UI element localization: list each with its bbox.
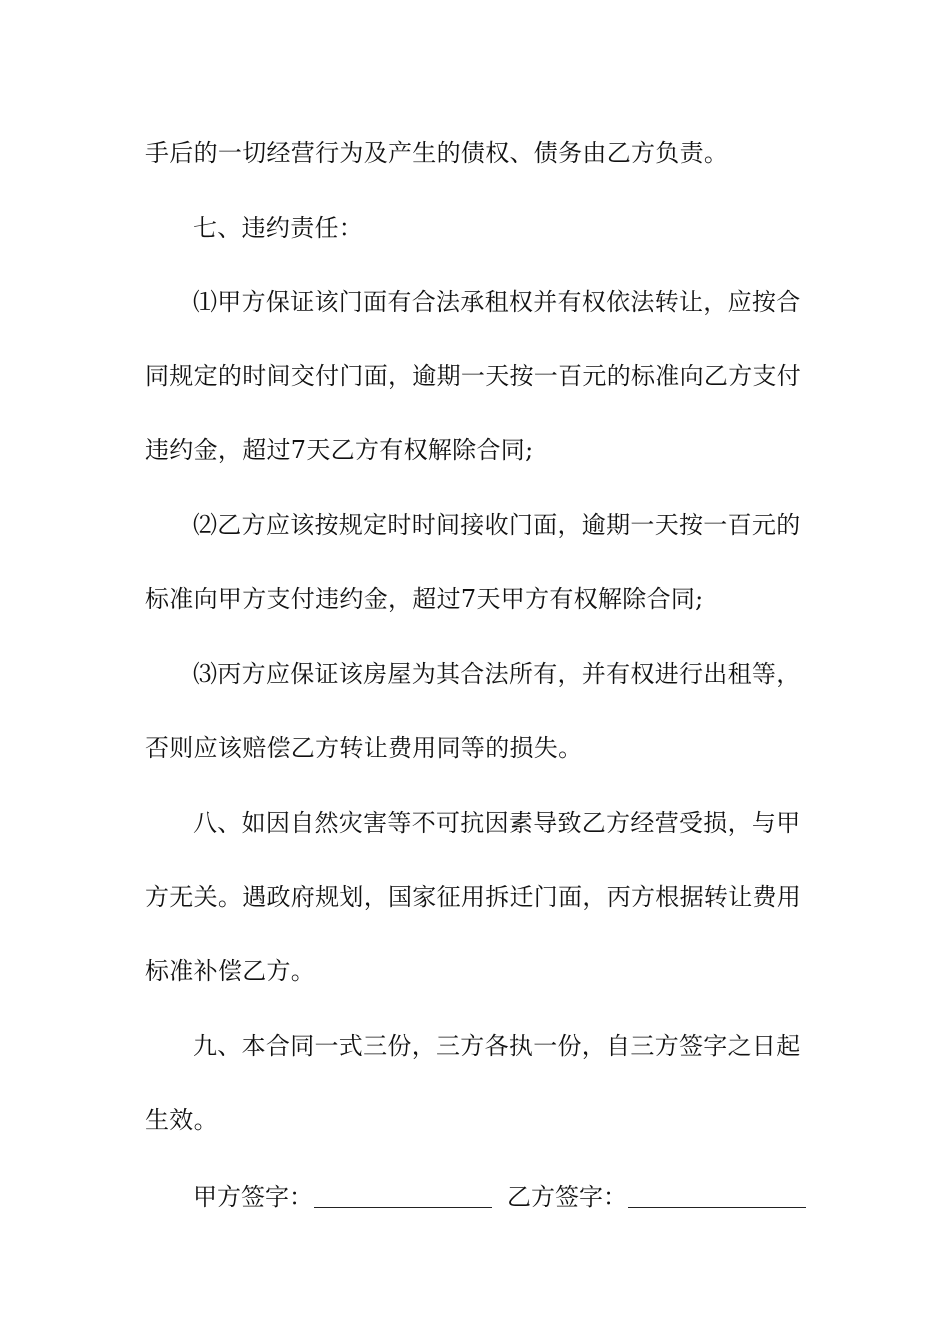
paragraph-line: 九、本合同一式三份，三方各执一份，自三方签字之日起 <box>193 1032 801 1060</box>
paragraph-line: ⑵乙方应该按规定时时间接收门面，逾期一天按一百元的 <box>193 511 801 539</box>
party-b-signature-line[interactable] <box>628 1207 806 1208</box>
paragraph-line: 手后的一切经营行为及产生的债权、债务由乙方负责。 <box>145 139 729 167</box>
party-a-signature-line[interactable] <box>314 1207 492 1208</box>
paragraph-line: 标准补偿乙方。 <box>145 957 316 985</box>
paragraph-line: 八、如因自然灾害等不可抗因素导致乙方经营受损，与甲 <box>193 809 801 837</box>
paragraph-line: 违约金，超过7天乙方有权解除合同; <box>145 436 534 464</box>
party-b-signature-label: 乙方签字： <box>507 1183 627 1211</box>
paragraph-line: ⑶丙方应保证该房屋为其合法所有，并有权进行出租等， <box>193 660 801 688</box>
paragraph-line: 标准向甲方支付违约金，超过7天甲方有权解除合同; <box>145 585 704 613</box>
paragraph-line: ⑴甲方保证该门面有合法承租权并有权依法转让，应按合 <box>193 288 801 316</box>
paragraph-line: 同规定的时间交付门面，逾期一天按一百元的标准向乙方支付 <box>145 362 802 390</box>
party-a-signature-label: 甲方签字： <box>193 1183 313 1211</box>
paragraph-line: 生效。 <box>145 1106 218 1134</box>
paragraph-line: 方无关。遇政府规划，国家征用拆迁门面，丙方根据转让费用 <box>145 883 802 911</box>
section-heading-breach: 七、违约责任： <box>193 214 364 242</box>
paragraph-line: 否则应该赔偿乙方转让费用同等的损失。 <box>145 734 583 762</box>
signature-row <box>193 1181 807 1213</box>
